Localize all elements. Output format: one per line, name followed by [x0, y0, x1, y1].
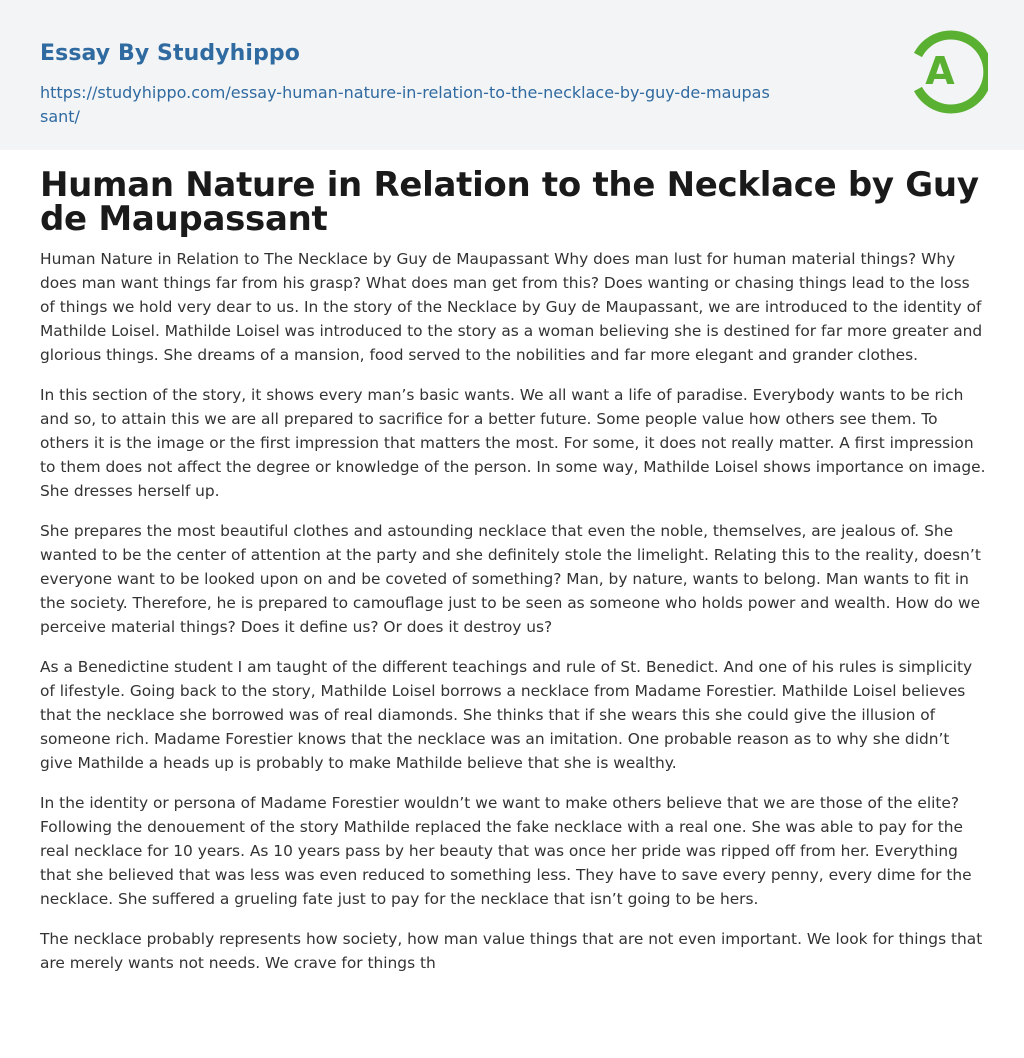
article [40, 165, 986, 991]
site-brand[interactable]: Essay By Studyhippo [40, 41, 300, 66]
article-title: Human Nature in Relation to the Necklace by Guy de Maupassant [40, 165, 979, 239]
article-paragraph: She prepares the most beautiful clothes and astounding necklace that even the noble, themselves, are jealous of. She wanted to be the center of attention at the party and she definitely stole the limelight. Relating this to the reality, doesn’t everyone want to be looked upon on and be coveted of something? Man, by nature, wants to belong. Man wants to fit in the society. Therefore, he is prepared to camouflage just to be seen as someone who holds power and wealth. How do we perceive material things? Does it define us? Or does it destroy us? [40, 522, 981, 636]
logo-letter: A [925, 49, 955, 93]
article-paragraph: In this section of the story, it shows every man’s basic wants. We all want a life of paradise. Everybody wants to be rich and so, to attain this we are all prepared to sacrifice for a better future. Some people value how others see them. To others it is the image or the first impression that matters the most. For some, it does not really matter. A first impression to them does not affect the degree or knowledge of the person. In some way, Mathilde Loisel shows importance on image. She dresses herself up. [40, 386, 986, 500]
article-paragraph: The necklace probably represents how society, how man value things that are not even important. We look for things that are merely wants not needs. We crave for things th [40, 930, 983, 972]
studyhippo-logo-icon[interactable] [910, 28, 988, 116]
article-paragraph: As a Benedictine student I am taught of the different teachings and rule of St. Benedict. And one of his rules is simplicity of lifestyle. Going back to the story, Mathilde Loisel borrows a necklace from Madame Forestier. Mathilde Loisel believes that the necklace she borrowed was of real diamonds. She thinks that if she wears this she could give the illusion of someone rich. Madame Forestier knows that the necklace was an imitation. One probable reason as to why she didn’t give Mathilde a heads up is probably to make Mathilde believe that she is wealthy. [40, 658, 973, 772]
site-header [0, 0, 1024, 150]
article-paragraph: Human Nature in Relation to The Necklace by Guy de Maupassant Why does man lust for human material things? Why does man want things far from his grasp? What does man get from this? Does wanting or chasing things lead to the loss of things we hold very dear to us. In the story of the Necklace by Guy de Maupassant, we are introduced to the identity of Mathilde Loisel. Mathilde Loisel was introduced to the story as a woman believing she is destined for far more greater and glorious things. She dreams of a mansion, food served to the nobilities and far more elegant and grander clothes. [40, 250, 983, 364]
essay-url-link[interactable]: https://studyhippo.com/essay-human-nature-in-relation-to-the-necklace-by-guy-de-maupassant/ [40, 83, 770, 126]
article-paragraph: In the identity or persona of Madame Forestier wouldn’t we want to make others believe that we are those of the elite? Following the denouement of the story Mathilde replaced the fake necklace with a real one. She was able to pay for the real necklace for 10 years. As 10 years pass by her beauty that was once her pride was ripped off from her. Everything that she believed that was less was even reduced to something less. They have to save every penny, every dime for the necklace. She suffered a grueling fate just to pay for the necklace that isn’t going to be hers. [40, 794, 972, 908]
